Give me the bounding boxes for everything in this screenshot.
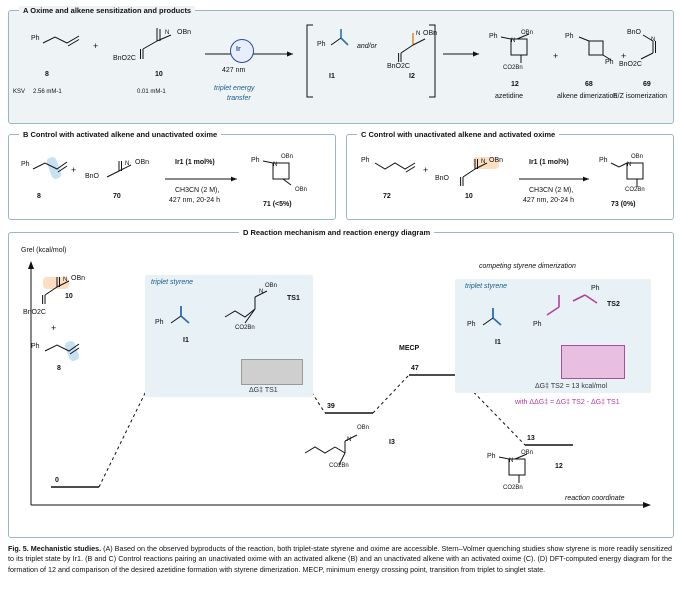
inset-right-title: competing styrene dimerization — [479, 263, 576, 270]
panelB-cond-3: 427 nm, 20-24 h — [169, 197, 220, 204]
panelC-ph: Ph — [361, 157, 370, 164]
svg-text:N: N — [509, 458, 514, 464]
panelC-cond-2: CH3CN (2 M), — [529, 187, 574, 194]
p12-id: 12 — [511, 81, 519, 88]
ir-circle — [230, 39, 254, 63]
inset-left-ts1-obn: OBn — [265, 283, 278, 289]
inset-left-i1-label: I1 — [183, 337, 189, 344]
wavelength-label: 427 nm — [222, 67, 246, 74]
panelB-obn: OBn — [135, 159, 150, 166]
x-axis-label: reaction coordinate — [565, 495, 625, 502]
svg-text:N: N — [481, 159, 486, 165]
energy-value-0: 0 — [55, 477, 59, 484]
i2-bno2c: BnO2C — [387, 63, 410, 70]
inset-left-ts1-structure — [215, 283, 295, 329]
panelB-bno: BnO — [85, 173, 100, 180]
inset-right-ph: Ph — [467, 321, 476, 328]
panelC-number-72: 72 — [383, 193, 391, 200]
panel-c-letter: C — [361, 130, 367, 139]
inset-left-ph: Ph — [155, 319, 164, 326]
panelC-number-10: 10 — [465, 193, 473, 200]
i1-label: I1 — [329, 73, 335, 80]
panel-d — [8, 228, 674, 538]
mecp-label: MECP — [399, 345, 420, 352]
energy-value-47: 47 — [411, 365, 419, 372]
panelC-prod-obn: OBn — [631, 154, 644, 160]
svg-text:N: N — [651, 37, 656, 43]
i3-obn: OBn — [357, 425, 370, 431]
plus-products-2: + — [621, 51, 627, 61]
inset-right-ts2-label: TS2 — [607, 301, 620, 308]
ksv-label — [13, 89, 25, 96]
panelB-styrene — [19, 157, 69, 185]
panelC-cond-3: 427 nm, 20-24 h — [523, 197, 574, 204]
p69-id: 69 — [643, 81, 651, 88]
panelC-prod-ph: Ph — [599, 157, 608, 164]
panel-a-label — [19, 6, 195, 15]
inset-right-subtitle: triplet styrene — [465, 283, 508, 290]
svg-text:N: N — [63, 277, 68, 283]
figure-caption — [8, 544, 672, 575]
p12-name: azetidine — [495, 93, 524, 100]
ir-label: Ir — [236, 46, 241, 53]
inset-left-title: triplet styrene — [151, 279, 194, 286]
panel-c-title: Control with unactivated alkene and activated oxime — [368, 130, 556, 139]
panelB-arrow — [165, 173, 241, 185]
panelA-arrow2 — [443, 47, 483, 61]
startmat-oxime — [23, 273, 103, 307]
panelD-p12-ph: Ph — [487, 453, 496, 460]
p12-obn: OBn — [521, 30, 534, 36]
panelA-plus: + — [93, 41, 99, 51]
p68-ph2: Ph — [605, 59, 614, 66]
inset-left-i1-structure — [153, 305, 197, 341]
inset-left-deltaG-label: ΔG‡ TS1 — [249, 387, 278, 394]
i1-ph: Ph — [317, 41, 326, 48]
panelB-number-8: 8 — [37, 193, 41, 200]
panelC-bno: BnO — [435, 175, 450, 182]
inset-right-deltaG-bar — [561, 345, 625, 379]
inset-left-ts1-co2bn: CO2Bn — [235, 325, 255, 331]
svg-text:N: N — [125, 161, 130, 167]
panelC-cond-1: Ir1 (1 mol%) — [529, 159, 569, 166]
panelD-p12-obn: OBn — [521, 450, 534, 456]
ksv-styrene-value: 2.56 mM-1 — [33, 89, 62, 95]
i1-structure — [315, 29, 355, 63]
panelB-prod-obn2: OBn — [295, 187, 308, 193]
i2-obn: OBn — [423, 30, 438, 37]
panelB-prod-ph: Ph — [251, 157, 260, 164]
panel-b-letter: B — [23, 130, 29, 139]
p69-bno2c: BnO2C — [619, 61, 642, 68]
inset-right-ts2-ph2: Ph — [533, 321, 542, 328]
p12-co2bn: CO2Bn — [503, 65, 523, 71]
svg-text:N: N — [511, 38, 516, 44]
i2-label: I2 — [409, 73, 415, 80]
panelB-product-id: 71 (<5%) — [263, 201, 292, 208]
plus-products-1: + — [553, 51, 559, 61]
panel-c — [346, 130, 674, 220]
tet-line1: triplet energy — [214, 85, 255, 92]
p12-ph: Ph — [489, 33, 498, 40]
caption-text: (A) Based on the observed byproducts of the reaction, both triplet-state styrene and oxime are accessible. Stern–Volmer quenching studies show styrene is more readily sensitized to its triplet state by Ir1. (B and C) Control reactions pairing an unactivated oxime with an activated alkene (B) and an unactivated alkene with an activated oxime (C). (D) DFT-computed energy diagram for the formation of 12 and comparison of the desired azetidine formation with styrene dimerization. MECP, minimum energy crossing point, transition from triplet to singlet state. — [8, 544, 672, 574]
svg-text:N: N — [165, 30, 170, 36]
panelA-oxime-number: 10 — [155, 71, 163, 78]
panelC-alkene — [359, 153, 419, 187]
inset-right-i1-label: I1 — [495, 339, 501, 346]
figure-5 — [8, 6, 672, 536]
panelD-p12-co2bn: CO2Bn — [503, 485, 523, 491]
panelB-cond-1: Ir1 (1 mol%) — [175, 159, 215, 166]
panel-a-letter: A — [23, 6, 29, 15]
panelA-styrene-structure — [29, 31, 89, 61]
panelA-styrene-ph: Ph — [31, 35, 40, 42]
startmat-oxime-bno2c: BnO2C — [23, 309, 46, 316]
energy-value-13: 13 — [527, 435, 535, 442]
ksv-text: KSV — [13, 89, 26, 95]
panel-a-title: Oxime and alkene sensitization and products — [30, 6, 192, 15]
panel-d-letter: D — [243, 228, 249, 237]
svg-text:N: N — [259, 289, 264, 295]
panel-a — [8, 6, 674, 124]
startmat-styrene-id: 8 — [57, 365, 61, 372]
svg-text:N: N — [416, 31, 421, 37]
p69-bno: BnO — [627, 29, 642, 36]
panel-c-label — [357, 130, 559, 139]
inset-right-i1-structure — [465, 307, 509, 343]
panelB-ph: Ph — [21, 161, 30, 168]
panelB-cond-2: CH3CN (2 M), — [175, 187, 220, 194]
inset-right-ts2-ph1: Ph — [591, 285, 600, 292]
p68-ph: Ph — [565, 33, 574, 40]
panelD-p12-id: 12 — [555, 463, 563, 470]
p68-id: 68 — [585, 81, 593, 88]
tet-line2: transfer — [227, 95, 251, 102]
i3-structure — [295, 429, 405, 473]
ksv-oxime-value: 0.01 mM-1 — [137, 89, 166, 95]
panel-d-title: Reaction mechanism and reaction energy diagram — [250, 228, 431, 237]
startmat-plus: + — [51, 323, 57, 333]
startmat-oxime-id: 10 — [65, 293, 73, 300]
inset-left-ts1-label: TS1 — [287, 295, 300, 302]
panel-b-title: Control with activated alkene and unactivated oxime — [30, 130, 218, 139]
panelC-prod-co2bn: CO2Bn — [625, 187, 645, 193]
svg-text:N: N — [347, 437, 352, 443]
inset-right-deltaG-label: ΔG‡ TS2 = 13 kcal/mol — [535, 383, 608, 390]
energy-value-39: 39 — [327, 403, 335, 410]
startmat-oxime-obn: OBn — [71, 275, 86, 282]
panelC-obn: OBn — [489, 157, 504, 164]
panelB-prod-obn: OBn — [281, 154, 294, 160]
startmat-styrene — [29, 339, 89, 367]
panelB-plus: + — [71, 165, 77, 175]
panelA-oxime-obn: OBn — [177, 29, 192, 36]
panelC-plus: + — [423, 165, 429, 175]
panelC-arrow — [519, 173, 593, 185]
andor-label: and/or — [357, 43, 377, 50]
svg-text:N: N — [627, 162, 632, 168]
svg-text:N: N — [273, 162, 278, 168]
panel-b-label — [19, 130, 221, 139]
panelC-product-id: 73 (0%) — [611, 201, 636, 208]
p69-name: E/Z isomerization — [613, 93, 668, 100]
p68-name: alkene dimerization — [557, 93, 618, 100]
startmat-styrene-ph: Ph — [31, 343, 40, 350]
inset-right-note: with ΔΔG‡ = ΔG‡ TS2 - ΔG‡ TS1 — [515, 399, 620, 406]
y-axis-label: Grel (kcal/mol) — [21, 247, 67, 254]
caption-lead: Fig. 5. Mechanistic studies. — [8, 544, 102, 553]
panel-d-label — [239, 228, 434, 237]
panelB-number-70: 70 — [113, 193, 121, 200]
i3-label: I3 — [389, 439, 395, 446]
inset-left-deltaG-bar — [241, 359, 303, 385]
i3-co2bn: CO2Bn — [329, 463, 349, 469]
panelA-oxime-bno2c: BnO2C — [113, 55, 136, 62]
inset-right-ts2-structure — [529, 285, 619, 331]
panel-b — [8, 130, 336, 220]
panelA-styrene-number: 8 — [45, 71, 49, 78]
